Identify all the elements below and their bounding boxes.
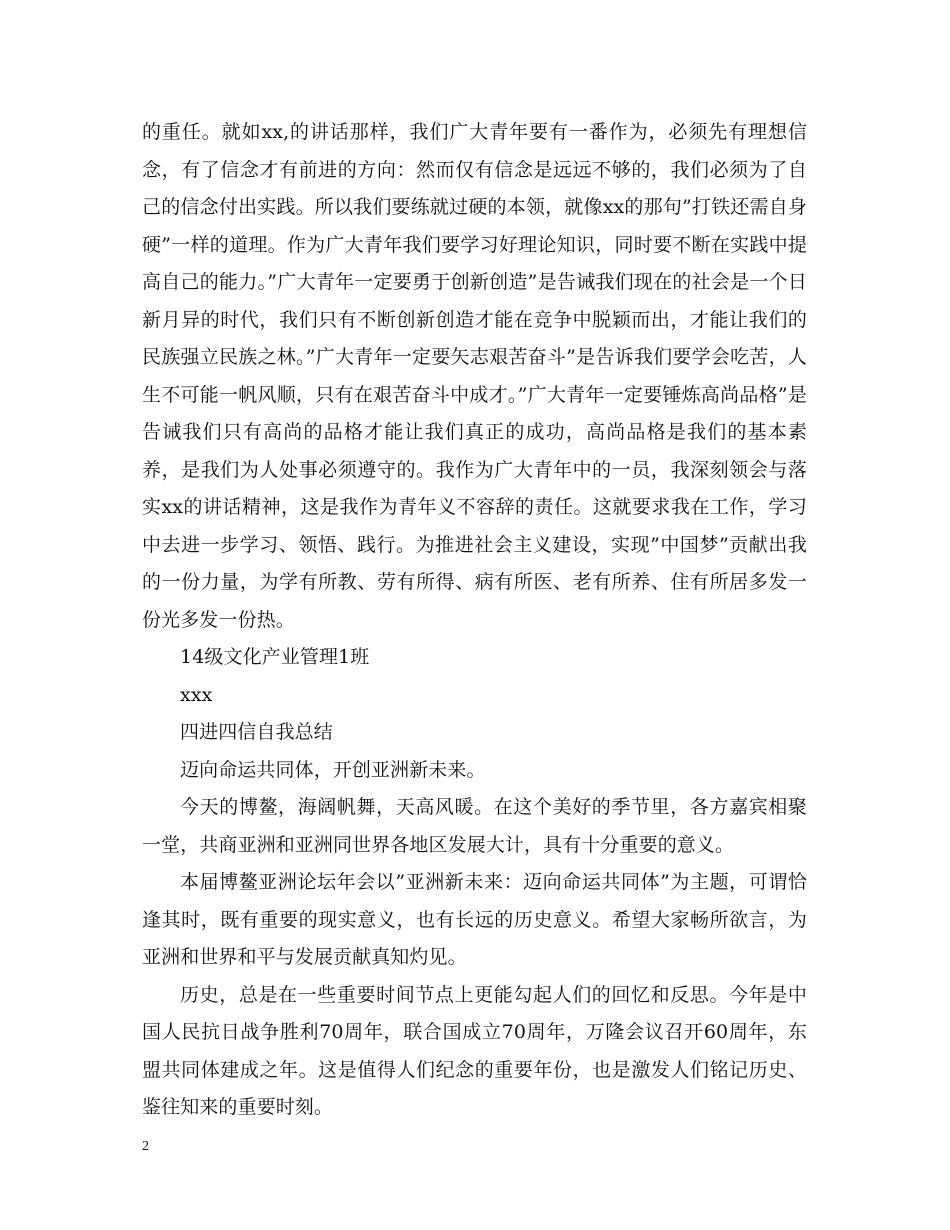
paragraph-speech-continuation: 的重任。就如xx,的讲话那样，我们广大青年要有一番作为，必须先有理想信念，有了信念才有前进的方向：然而仅有信念是远远不够的，我们必须为了自己的信念付出实践。所以我们要练就过硬的本领，就像xx的那句”打铁还需自身硬”一样的道理。作为广大青年我们要学习好理论知识，同时要不断在实践中提高自己的能力。”广大青年一定要勇于创新创造”是告诫我们现在的社会是一个日新月异的时代，我们只有不断创新创造才能在竞争中脱颖而出，才能让我们的民族强立民族之林。”广大青年一定要矢志艰苦奋斗”是告诉我们要学会吃苦，人生不可能一帆风顺，只有在艰苦奋斗中成才。”广大青年一定要锤炼高尚品格”是告诫我们只有高尚的品格才能让我们真正的成功，高尚品格是我们的基本素养，是我们为人处事必须遵守的。我作为广大青年中的一员，我深刻领会与落实xx的讲话精神，这是我作为青年义不容辞的责任。这就要求我在工作，学习中去进一步学习、领悟、践行。为推进社会主义建设，实现”中国梦”贡献出我的一份力量，为学有所教、劳有所得、病有所医、老有所养、住有所居多发一份光多发一份热。 [142,121,807,631]
paragraph-author: xxx [180,683,213,706]
paragraph-section-title: 四进四信自我总结 [180,721,333,743]
paragraph-headline: 迈向命运共同体，开创亚洲新未来。 [180,758,486,781]
document-body [142,114,807,1127]
paragraph-class-name: 14级文化产业管理1班 [180,646,370,668]
page-number: 2 [142,1139,149,1154]
paragraph-forum-theme: 本届博鳌亚洲论坛年会以”亚洲新未来：迈向命运共同体”为主题，可谓恰逢其时，既有重要的现实意义，也有长远的历史意义。希望大家畅所欲言，为亚洲和世界和平与发展贡献真知灼见。 [142,871,807,968]
paragraph-boao-opening: 今天的博鳌，海阔帆舞，天高风暖。在这个美好的季节里，各方嘉宾相聚一堂，共商亚洲和亚洲同世界各地区发展大计，具有十分重要的意义。 [142,796,807,856]
paragraph-history: 历史，总是在一些重要时间节点上更能勾起人们的回忆和反思。今年是中国人民抗日战争胜利70周年，联合国成立70周年，万隆会议召开60周年，东盟共同体建成之年。这是值得人们纪念的重要年份，也是激发人们铭记历史、鉴往知来的重要时刻。 [142,983,807,1118]
